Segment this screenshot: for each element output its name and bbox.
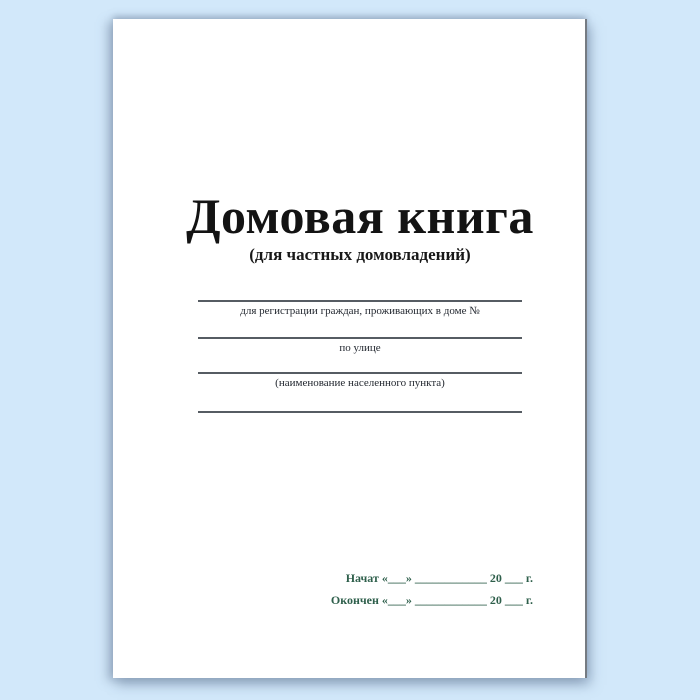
cover-content	[135, 19, 585, 678]
blank-line	[198, 372, 522, 374]
dates-block	[331, 567, 533, 611]
page-title: Домовая книга	[186, 188, 534, 244]
blank-line	[198, 337, 522, 339]
blank-line	[198, 300, 522, 302]
field-caption-settlement: (наименование населенного пункта)	[275, 377, 445, 389]
field-street	[198, 337, 522, 355]
book-cover-page	[113, 19, 587, 678]
field-caption-house-number: для регистрации граждан, проживающих в доме №	[240, 305, 480, 317]
field-settlement	[198, 372, 522, 390]
field-extra	[198, 411, 522, 416]
finished-date-line: Окончен «___» ____________ 20 ___ г.	[330, 593, 533, 607]
field-house-number	[198, 300, 522, 318]
started-date-line: Начат «___» ____________ 20 ___ г.	[345, 571, 533, 585]
field-caption-street: по улице	[339, 342, 381, 354]
page-subtitle: (для частных домовладений)	[249, 245, 471, 264]
blank-line	[198, 411, 522, 413]
